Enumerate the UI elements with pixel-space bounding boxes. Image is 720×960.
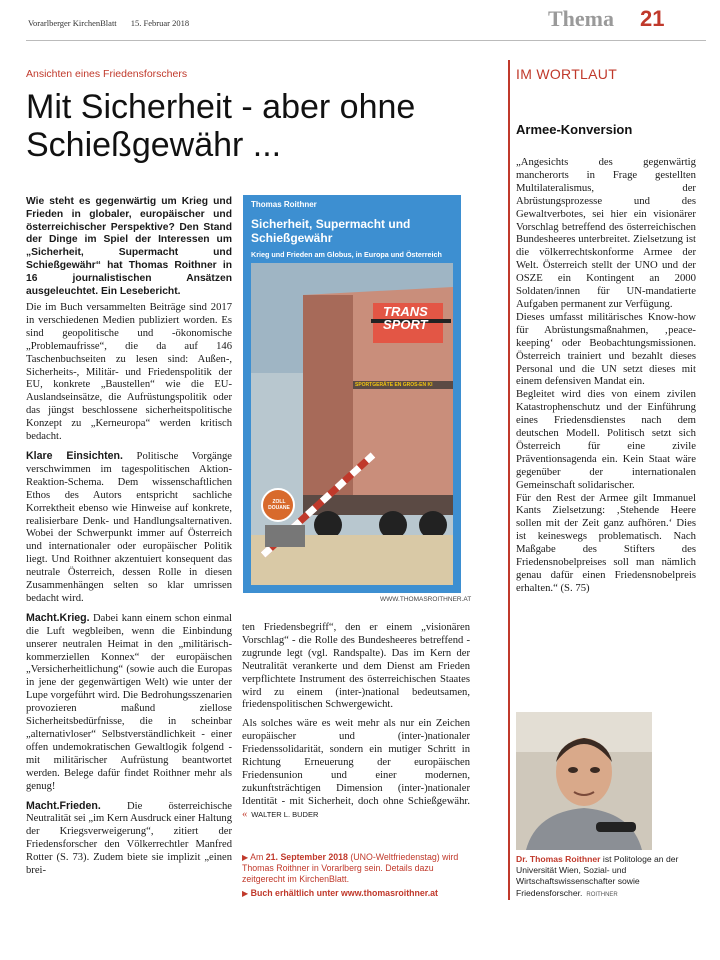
masthead <box>28 18 189 28</box>
headline: Mit Sicherheit - aber ohne Schießgewähr ... <box>26 88 416 164</box>
top-divider <box>26 40 706 41</box>
paragraph: Als solches wäre es weit mehr als nur ein Zeichen europäischer und (inter-)nationaler Friedenssolidarität, sondern ein mutiger Schritt in Richtung Erneuerung der europäischen Friedensunion und einer modernen, zukunftsträchtigen Dimension (inter-)nationaler Identität - mit Sicherheit, doch ohne Schießgewähr. « WALTER L. BUDER <box>242 718 470 820</box>
photo-caption: Dr. Thomas Roithner ist Politologe an der Universität Wien, Sozial- und Wirtschaftswissenschafter sowie Friedensforscher. ROITHNER <box>516 854 679 898</box>
sidebar-heading: IM WORTLAUT <box>516 66 618 82</box>
book-cover-illustration <box>243 195 461 593</box>
paragraph: Die im Buch versammelten Beiträge sind 2017 in verschiedenen Medien publiziert worden. Es sind geopolitische und -ökonomische „Problemaufrisse“, die da auf 146 Taschenbuchseiten zu lesen sind: Außen-, Sicherheits-, Militär- und Friedenspolitik der EU, konkrete „Baustellen“ wie die EU-Auslandseinsätze, die Aufrüstungspolitik oder das jüngst beschlossene sicherheitspolitische Konzept zu „Kerneuropa“ werden kritisch bedacht. <box>26 302 232 443</box>
truck-logo-line-1: TRANS <box>383 304 428 319</box>
truck-logo-line-2: SPORT <box>383 317 428 332</box>
subhead: Klare Einsichten. <box>26 449 123 462</box>
paragraph: „Angesichts des gegenwärtig mancherorts in Frage gestellten Multilateralismus, der Abrüstungsprozesse und des Gewaltverbotes, sei hier ein visionärer Vorschlag betreffend des österreichischen Bundesheeres unterbreitet. Zielsetzung ist die völkerrechtskonforme Armee der Welt. Österreich stellt der UNO und der OSZE ein Kontingent an 2000 Soldaten/innen für UN-mandatierte Aufgaben permanent zur Verfügung. <box>516 156 696 310</box>
author-signature: WALTER L. BUDER <box>251 809 319 819</box>
paragraph: Begleitet wird dies von einem zivilen Katastrophenschutz und der Einführung eines Friedensdienstes nach dem deutschen Modell. Politisch setzt sich Österreich für eine zivile Präventionsagenda ein. Kein Staat wäre gegenüber der internationalen Gemeinschaft solidarischer. <box>516 388 696 491</box>
paragraph: ten Friedensbegriff“, den er einem „visionären Vorschlag“ - die Rolle des Bundesheeres betreffend - zugrunde legt (vgl. Randspalte). Das im Kern der Neutralität verankerte und dem Dienst am Frieden verpflichtete Instrument des österreichischen Staates wird zu einem (inter-)national bedeutsamen, friedenspolitischen Schwergewicht. <box>242 622 470 711</box>
paragraph: Klare Einsichten. Politische Vorgänge verschwimmen im tagespolitischen Aktion-Reaktion-Schema. Dem wissenschaftlichen Ethos des Autors entspricht sachliche Korrektheit ebenso wie Hinweise auf konkrete, realisierbare Denk- und Handlungsalternativen. Wobei der Schwerpunkt immer auf Österreich und internationaler oder europäischer Politik liegt. Und Roithner akzentuiert konsequent das neutrale Österreich, dessen Rolle in diesen Zusammenhängen selten so klar umrissen bedacht wird. <box>26 449 232 604</box>
image-credit: WWW.THOMASROITHNER.AT <box>380 596 472 603</box>
paragraph: Macht.Frieden. Die österreichische Neutralität sei „im Kern Ausdruck einer Haltung der Kriegsverweigerung“, zitiert der Friedensforscher den Völkerrechtler Manfred Rotter (S. 73). Zudem biete sie implizit „einen brei- <box>26 799 232 877</box>
paragraph: Für den Rest der Armee gilt Immanuel Kants Zielsetzung: ‚Stehende Heere sollen mit der Zeit ganz aufhören.‘ Dies ist keineswegs problematisch. Nach Maßgabe des Stifters des Friedensnobelpreises soll man nämlich genau dafür einen Friedensnobelpreis erhalten.“ (S. 75) <box>516 491 696 594</box>
author-photo <box>516 712 652 850</box>
purchase-note: ▶ Buch erhältlich unter www.thomasroithner.at <box>242 887 438 898</box>
customs-sign: ZOLL DOUANE <box>268 499 290 511</box>
event-note: ▶ Am 21. September 2018 (UNO-Weltfriedenstag) wird Thomas Roithner in Vorarlberg sein. Details dazu zeitgerecht im KirchenBlatt. <box>242 852 459 885</box>
caption-name: Dr. Thomas Roithner <box>516 854 601 864</box>
article-column-1 <box>26 302 232 884</box>
book-title: Sicherheit, Supermacht und Schießgewähr <box>251 217 411 245</box>
truck-cargo-text: SPORTGERÄTE EN GROS-EN KI <box>355 382 433 388</box>
sidebar-quote <box>516 156 696 595</box>
sidebar-title: Armee-Konversion <box>516 122 633 137</box>
sidebar-divider <box>508 60 510 900</box>
book-subtitle: Krieg und Frieden am Globus, in Europa und Österreich <box>251 250 442 259</box>
issue-date: 15. Februar 2018 <box>130 18 190 28</box>
portrait-illustration <box>516 712 652 850</box>
page-number: 21 <box>640 6 665 31</box>
article-column-2 <box>242 622 470 828</box>
paper-name: Vorarlberger KirchenBlatt <box>28 18 117 28</box>
section-title: Thema <box>548 6 614 31</box>
subhead: Macht.Frieden. <box>26 799 101 812</box>
kicker: Ansichten eines Friedensforschers <box>26 68 188 80</box>
photo-credit: ROITHNER <box>586 891 618 898</box>
paragraph: Macht.Krieg. Dabei kann einem schon einmal die Luft wegbleiben, wenn die Einbindung unserer neutralen Heimat in den „militärisch-kommerziellen Konnex“ der europäischen „Versicherheitlichung“ (sowie auch die Europas in jene der gegenwärtigen Welt) wie unter der Lupe vorgeführt wird. Die Bedrohungsszenarien provozieren maßund ziellose Sicherheitsbedürfnisse, die in scheinbar „alternativloser“ Selbstverständlichkeit - einer offen undemokratischen Gewaltlogik folgend - mit militärischer Aufrüstung beantwortet werden. Belege dafür findet Roithner mehr als genug! <box>26 611 232 792</box>
event-date: 21. September 2018 <box>265 852 348 862</box>
info-box <box>242 852 472 901</box>
lead-paragraph: Wie steht es gegenwärtig um Krieg und Frieden in globaler, europäischer und österreichischer Perspektive? Den Stand der Dinge im Spiel der Interessen um „Sicherheit, Supermacht und Schießgewähr“ hat Thomas Roithner in 16 journalistischen Ansätzen ausgeleuchtet. Ein Lesebericht. <box>26 196 232 297</box>
book-cover <box>243 195 461 593</box>
paragraph: Dieses umfasst militärisches Know-how für Abrüstungsmaßnahmen, ‚peace-keeping‘ oder Beobachtungsmissionen. Österreich trainiert und bezahlt dieses Personal und die UN setzt dieses mit einem defensiven Mandat ein. <box>516 310 696 388</box>
book-author: Thomas Roithner <box>251 200 317 209</box>
subhead: Macht.Krieg. <box>26 611 90 624</box>
